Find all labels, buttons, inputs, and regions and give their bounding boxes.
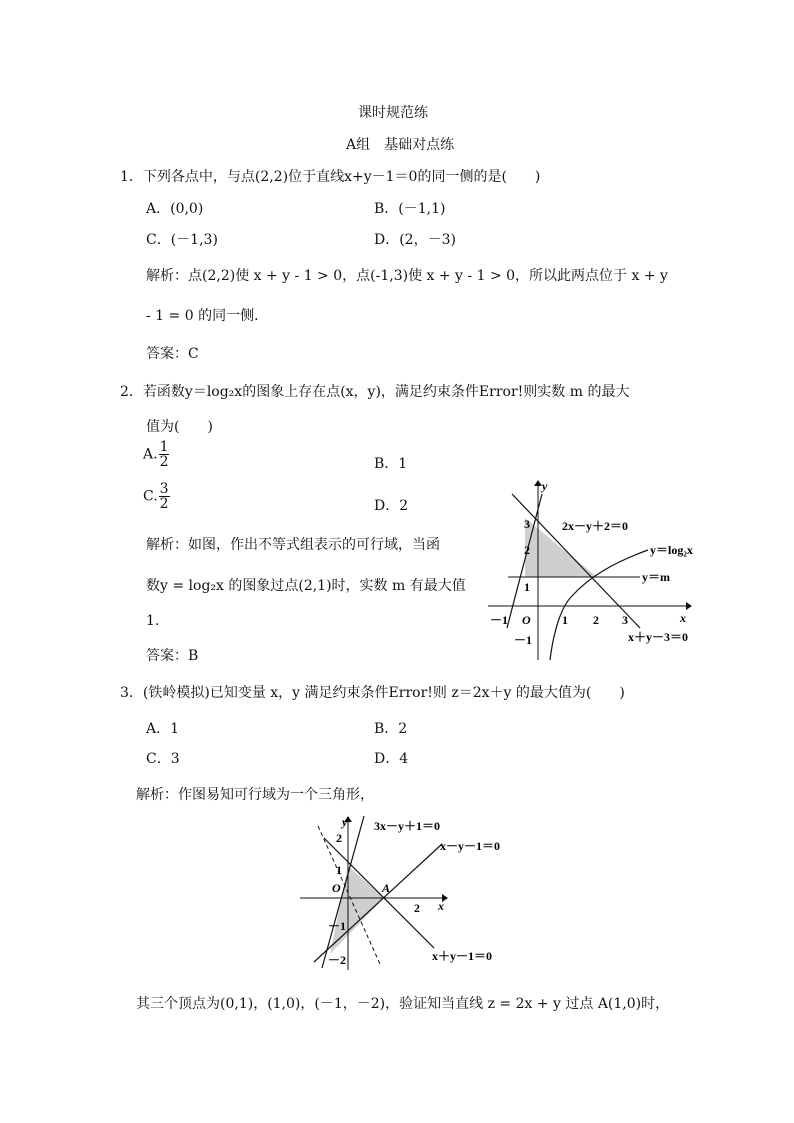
q2-label-line1: 2x－y＋2＝0 <box>562 519 629 533</box>
q2-option-a <box>143 440 169 469</box>
q3-figure <box>296 812 506 972</box>
q2-option-a-fraction <box>159 440 170 469</box>
q2-label-line3: x＋y－3＝0 <box>628 630 689 644</box>
q1-option-d: D．(2，－3) <box>374 232 456 248</box>
q3-origin-label: O <box>332 881 341 895</box>
q1-option-b: B．(－1,1) <box>374 201 446 217</box>
q2-tick-y-3: 3 <box>524 517 530 531</box>
q2-option-a-denominator: 2 <box>159 454 169 470</box>
q2-option-b: B．1 <box>374 456 408 472</box>
q2-tick-x-3: 3 <box>622 613 628 627</box>
q2-label-log: y＝log₂x <box>650 543 693 557</box>
q2-tick-y-1: 1 <box>524 580 530 594</box>
q2-tick-x-2: 2 <box>593 613 599 627</box>
q2-option-d: D．2 <box>374 498 409 514</box>
q3-tick-y-neg2: －2 <box>328 953 347 967</box>
q2-option-c-denominator: 2 <box>159 496 169 512</box>
q3-label-line1: 3x－y＋1＝0 <box>374 819 441 833</box>
q2-origin-label: O <box>522 613 531 627</box>
q3-tick-x-2: 2 <box>414 901 420 915</box>
q2-axis-x-label: x <box>680 611 686 625</box>
q2-option-c <box>143 482 170 511</box>
q2-option-a-numerator: 1 <box>159 439 169 455</box>
q3-label-line2: x－y－1＝0 <box>440 839 501 853</box>
q2-x-axis-arrow <box>686 602 692 610</box>
q3-option-b: B．2 <box>374 721 408 737</box>
q3-last-line: 其三个顶点为(0,1)，(1,0)，(－1，－2)，验证知当直线 z = 2x + y 过点 A(1,0)时， <box>136 996 670 1012</box>
q2-tick-y-neg1: －1 <box>514 633 533 647</box>
q3-line-x-y-1 <box>314 844 442 962</box>
q2-stem-line1: 2．若函数y＝log₂x的图象上存在点(x，y)，满足约束条件Error!则实数 m 的最大 <box>120 384 630 400</box>
q3-option-d: D．4 <box>374 751 409 767</box>
q2-option-a-prefix: A. <box>143 446 158 463</box>
q2-explanation-line3: 1. <box>146 613 160 629</box>
q2-label-m: y＝m <box>642 570 670 584</box>
q3-point-a-label: A <box>382 881 391 895</box>
page-title: 课时规范练 <box>358 105 428 121</box>
q2-option-c-numerator: 3 <box>159 481 169 497</box>
q1-stem: 1．下列各点中，与点(2,2)位于直线x+y－1＝0的同一侧的是( ) <box>120 169 541 185</box>
section-subtitle: A组 基础对点练 <box>346 137 455 153</box>
q1-option-a: A．(0,0) <box>146 201 204 217</box>
q3-axis-y-label: y <box>342 815 348 829</box>
q2-stem-line2: 值为( ) <box>146 419 213 435</box>
q3-explanation: 解析：作图易知可行域为一个三角形， <box>136 787 374 803</box>
q1-explanation-line1: 解析：点(2,2)使 x + y - 1 > 0，点(-1,3)使 x + y - 1 > 0，所以此两点位于 x + y <box>146 268 668 284</box>
q2-explanation-line2: 数y = log₂x 的图象过点(2,1)时，实数 m 有最大值 <box>146 578 466 594</box>
q2-option-c-prefix: C. <box>143 488 158 505</box>
q3-label-line3: x＋y－1＝0 <box>432 949 493 963</box>
q3-option-c: C．3 <box>146 751 180 767</box>
q2-tick-x-neg1: －1 <box>490 613 509 627</box>
q3-tick-y-1: 1 <box>336 863 342 877</box>
q2-y-axis-arrow <box>534 480 542 486</box>
q1-explanation-line2: - 1 = 0 的同一侧． <box>146 308 269 324</box>
q2-answer: 答案：B <box>146 648 199 664</box>
q3-axis-x-label: x <box>438 899 444 913</box>
q3-option-a: A．1 <box>146 721 180 737</box>
q2-option-c-fraction <box>159 482 170 511</box>
q3-tick-y-neg1: －1 <box>328 919 347 933</box>
q2-explanation-line1: 解析：如图，作出不等式组表示的可行域，当函 <box>146 537 440 553</box>
q2-axis-y-label: y <box>542 479 548 493</box>
q2-figure <box>480 478 704 664</box>
q3-stem: 3．(铁岭模拟)已知变量 x，y 满足约束条件Error!则 z＝2x＋y 的最大值为( ) <box>120 685 625 701</box>
q1-answer: 答案：C <box>146 346 199 362</box>
q1-option-c: C．(－1,3) <box>146 232 218 248</box>
q3-tick-y-2: 2 <box>336 831 342 845</box>
q2-tick-y-2: 2 <box>524 543 530 557</box>
q2-tick-x-1: 1 <box>562 613 568 627</box>
